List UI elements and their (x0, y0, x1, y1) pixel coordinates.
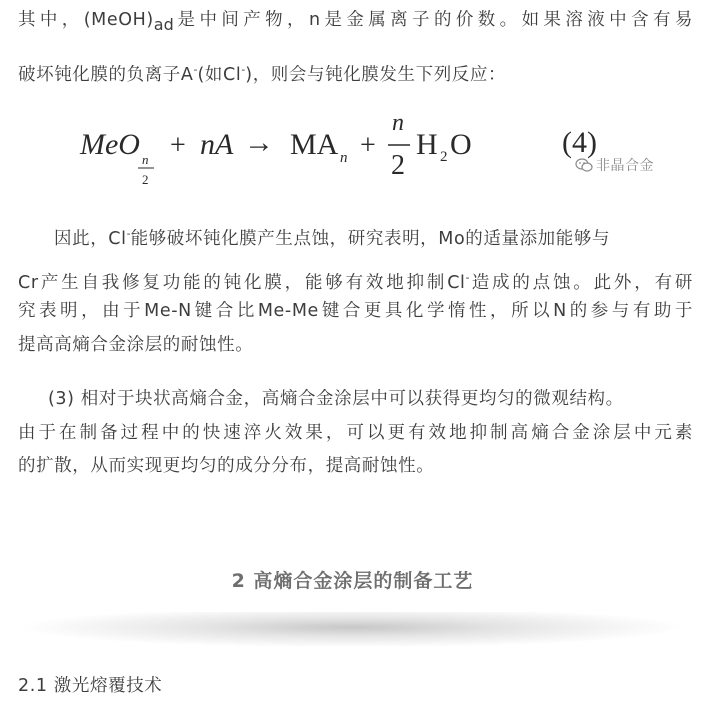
superscript-minus: - (126, 227, 131, 240)
eq-h: H (416, 128, 438, 161)
eq-frac-numerator: n (392, 110, 404, 136)
eq-sub-n: n (142, 152, 149, 167)
text-fragment: 由于在制备过程中的快速淬火效果，可以更有效地抑制高熵合金涂层中元素 (18, 423, 693, 443)
eq-ma-sub: n (340, 150, 348, 166)
text-fragment: 能够破坏钝化膜产生点蚀，研究表明，Mo的适量添加能够与 (130, 229, 611, 249)
equation-4 (78, 108, 698, 198)
watermark (575, 155, 654, 175)
text-fragment: 造成的点蚀。此外，有研 (469, 273, 693, 293)
eq-arrow: → (244, 126, 274, 159)
paragraph-2-line-2 (18, 266, 693, 295)
text-fragment: (如Cl (197, 65, 242, 85)
text-fragment: (3) 相对于块状高熵合金，高熵合金涂层中可以获得更均匀的微观结构。 (48, 389, 624, 409)
eq-sub-2: 2 (142, 172, 149, 187)
subscript-ad: ad (153, 15, 174, 34)
text-fragment: 其中，(MeOH) (18, 10, 154, 30)
paragraph-3-line-1 (48, 387, 693, 411)
paragraph-3-line-3 (18, 454, 693, 478)
text-fragment: 破坏钝化膜的负离子A (18, 65, 194, 85)
text-fragment: 的扩散，从而实现更均匀的成分分布，提高耐蚀性。 (18, 456, 435, 476)
section-heading: 2 高熵合金涂层的制备工艺 (231, 570, 474, 592)
superscript-minus: - (465, 271, 470, 284)
eq-frac-denominator: 2 (391, 150, 405, 181)
text-fragment: Cr产生自我修复功能的钝化膜，能够有效地抑制Cl (18, 273, 466, 293)
paragraph-1-line-2 (18, 58, 693, 87)
eq-plus-2: + (360, 130, 376, 161)
superscript-minus: - (241, 63, 246, 76)
eq-o: O (450, 128, 472, 161)
subsection-heading: 2.1 激光熔覆技术 (18, 676, 163, 696)
watermark-text: 非晶合金 (596, 158, 654, 174)
shadow-divider (20, 612, 685, 646)
paragraph-1-line-1 (18, 8, 693, 37)
eq-meo: MeO (80, 128, 140, 161)
text-fragment: 是中间产物，n是金属离子的价数。如果溶液中含有易 (173, 10, 693, 30)
text-fragment: 因此，Cl (54, 229, 127, 249)
text-fragment: 究表明，由于Me-N键合比Me-Me键合更具化学惰性，所以N的参与有助于 (18, 301, 693, 321)
equation-graphic (78, 108, 698, 198)
wechat-icon (575, 158, 593, 172)
text-fragment: 提高高熵合金涂层的耐蚀性。 (18, 335, 254, 355)
eq-ma: MA (290, 128, 339, 161)
eq-plus-1: + (170, 130, 186, 161)
paragraph-2-line-3 (18, 299, 693, 323)
paragraph-2-line-4 (18, 333, 693, 357)
superscript-minus: - (193, 63, 198, 76)
eq-number: (4) (562, 126, 597, 159)
eq-na: nA (200, 128, 234, 161)
paragraph-3-line-2 (18, 421, 693, 445)
eq-h-sub: 2 (440, 149, 448, 165)
text-fragment: )，则会与钝化膜发生下列反应： (245, 65, 507, 85)
paragraph-2-line-1 (54, 222, 693, 251)
